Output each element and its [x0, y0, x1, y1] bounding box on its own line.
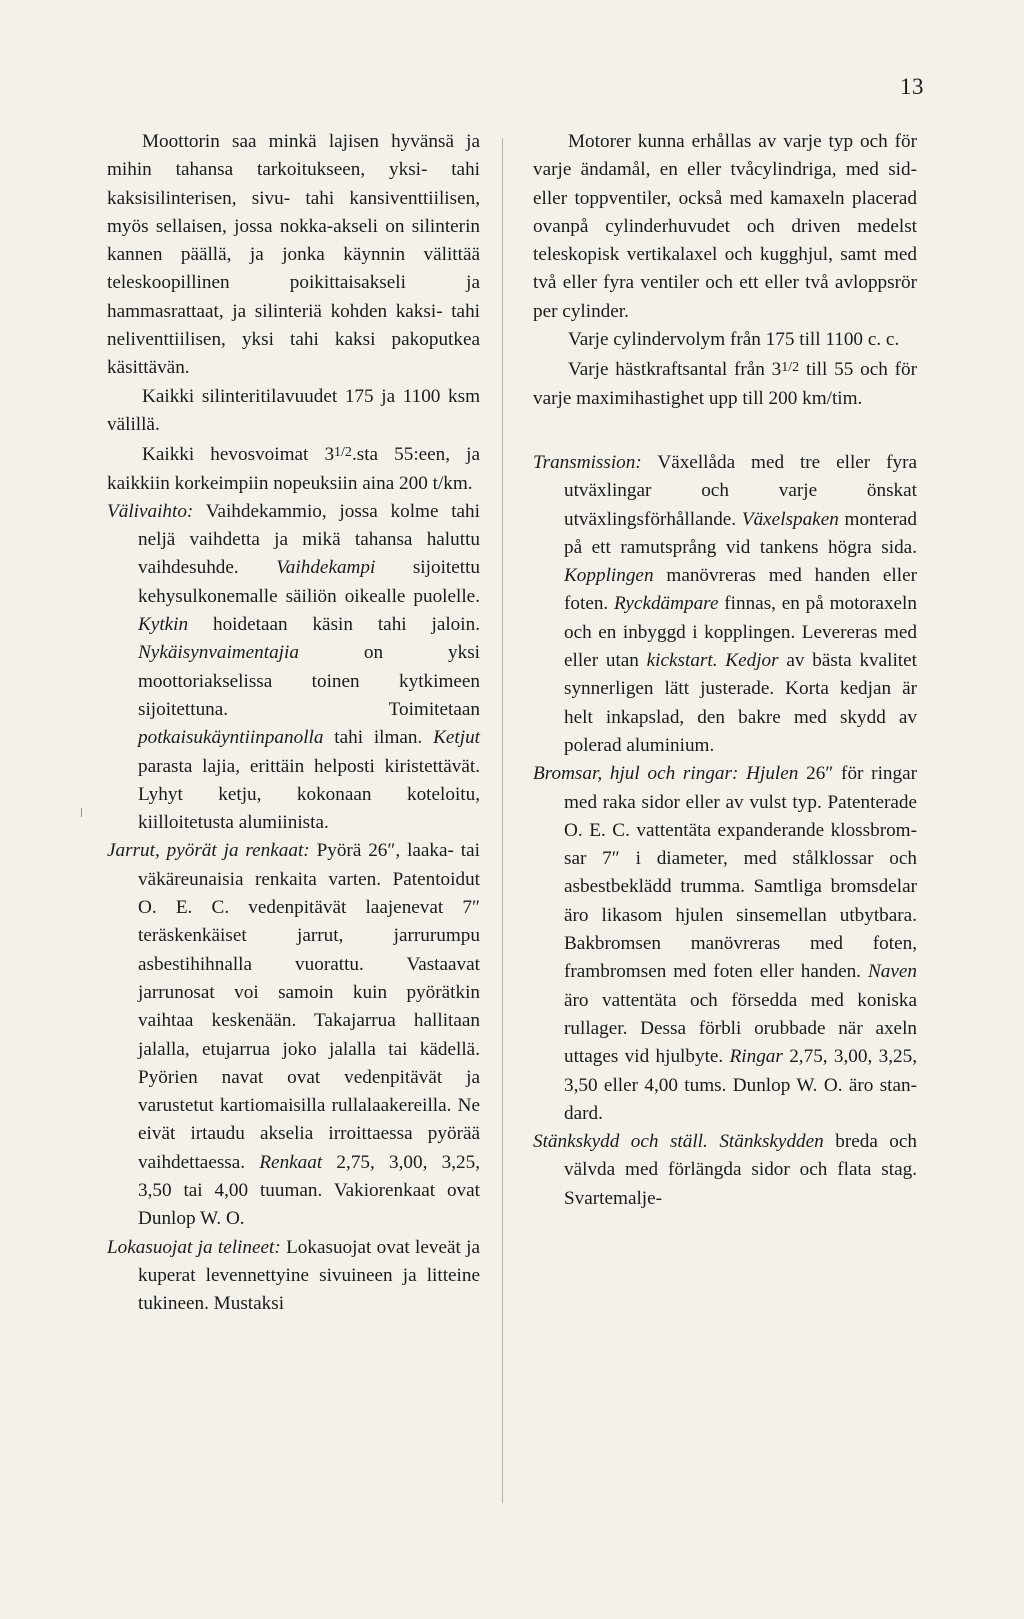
sv-horsepower: [533, 354, 917, 413]
sv-fenders-heading: Stänkskydd och ställ.: [533, 1131, 708, 1153]
sv-spacer: [533, 413, 917, 449]
sv-intro: Motorer kunna erhållas av varje typ och för varje ändamål, en eller tvåcylindriga, med sid- eller toppventiler, också med kamaxeln placerad ovanpå cylinderhuvudet och driven medelst teleskopisk vertikalaxel och kugghjul, samt med två eller fyra ventiler och ett eller två avloppsrör per cylinder.: [533, 131, 917, 322]
sv-term: Stänkskydden: [719, 1131, 824, 1153]
sv-text: av bästa kvalitet synnerligen lätt justerade. Korta kedjan är helt inkapslad, den bakre med skydd av polerad aluminium.: [564, 650, 917, 756]
sv-brakes-heading: Bromsar, hjul och ringar:: [533, 763, 739, 785]
sv-fenders: [533, 1128, 917, 1213]
sv-term: Hjulen: [746, 763, 799, 785]
fi-text: 2,75, 3,00, 3,25, 3,50 tai 4,00 tuuman. Vakiorenkaat ovat Dunlop W. O.: [138, 1151, 481, 1230]
fi-hp-text-2: .sta 55:een, ja kaikkiin korkeimpiin nopeuksiin aina 200 t/km.: [107, 444, 481, 494]
sv-brakes: [533, 760, 917, 1128]
sv-text: manövreras med handen eller foten.: [564, 565, 917, 615]
swedish-column: [533, 128, 917, 1213]
sv-text: finnas, en på motoraxeln och en inbyggd i kopplingen. Levereras med eller utan: [564, 593, 917, 672]
sv-hp-text: Varje hästkraftsantal från 3: [568, 359, 782, 381]
fi-brakes: [107, 837, 480, 1233]
fi-hp-text: Kaikki hevosvoimat 3: [142, 444, 335, 466]
sv-text: breda och välvda med förlängda sidor och flata stag. Svartemalje-: [564, 1131, 918, 1209]
fi-term: Kytkin: [138, 614, 189, 636]
finnish-column: [107, 128, 480, 1318]
fi-text: Pyörä 26″, laaka- tai väkäreunaisia renkaita varten. Patentoidut O. E. C. vedenpitävät laajenevat 7″ teräskenkäiset jarrut, jarrurumpu asbestihihnalla vuorattu. Vastaavat jarrunosat voi samoin kuin pyörätkin vaihtaa keskenään. Takajarrua hallitaan jalalla, etujarrua joko jalalla tai kädellä. Pyörien navat ovat vedenpitävät ja varustetut kartiomaisilla rullalaakereilla. Ne eivät irtaudu akselia irroittaessa pyörää vaihdettaessa.: [138, 840, 480, 1173]
fi-text: tahi ilman.: [323, 727, 434, 749]
fi-horsepower: [107, 439, 480, 498]
fi-text: hoidetaan käsin tahi jaloin.: [188, 614, 480, 636]
sv-term: Kopplingen: [564, 565, 654, 587]
page-number: 13: [900, 74, 924, 99]
sv-text: Växellåda med tre eller fyra utväxlingar och varje önskat utväxlingsförhållande.: [564, 451, 917, 530]
fi-text: Vaihdekammio, jossa kolme tahi neljä vaihdetta ja mikä tahansa haluttu vaihdesuhde.: [138, 500, 480, 579]
sv-text: äro vattentäta och försedda med koniska rullager. Dessa förbli orubbade när axeln uttages vid hjulbyte.: [564, 989, 917, 1068]
sv-hp-text-2: till 55 och för varje maximihastighet upp till 200 km/tim.: [533, 359, 917, 409]
fi-transmission: [107, 498, 480, 838]
fi-hp-fraction: 1/2: [334, 445, 352, 461]
sv-term: Växelspaken: [741, 508, 839, 530]
fi-intro: Moottorin saa minkä lajisen hyvänsä ja mihin tahansa tarkoitukseen, yksi- tahi kaksisilinterisen, sivu- tahi kansiventtiilisen, myös sellaisen, jossa nokka-akseli on silinterin kannen päällä, ja jonka käynnin välittää teleskoopillinen poikittaisakseli ja hammasrattaat, ja silinteriä kohden kaksi- tahi neliventtiilisen, yksi tahi kaksi pakoputkea käsittävän.: [107, 131, 480, 379]
fi-term: Renkaat: [259, 1151, 323, 1173]
fi-term: Nykäisynvaimentajia: [138, 642, 299, 664]
fi-term: potkaisukäyntiinpanolla: [138, 727, 324, 749]
fi-fenders-heading: Lokasuojat ja telineet:: [107, 1236, 281, 1258]
fi-fenders: [107, 1234, 480, 1319]
sv-text: monterad på ett ramutsprång vid tankens högra sida.: [564, 508, 917, 558]
fi-text: parasta lajia, erittäin helposti kiristettävät. Lyhyt ketju, kokonaan koteloitu, kiilloitetusta alumiinista.: [138, 755, 480, 834]
fi-term: Vaihdekampi: [276, 557, 376, 579]
sv-term: Naven: [867, 961, 917, 983]
fi-text: sijoitettu kehysulkonemalle säiliön oikealle puolelle.: [138, 557, 480, 607]
sv-transmission-heading: Transmission:: [533, 451, 642, 473]
fi-transmission-heading: Välivaihto:: [107, 500, 194, 522]
sv-term: Kedjor: [725, 650, 779, 672]
column-divider: [502, 138, 503, 1503]
fi-term: Ketjut: [433, 727, 480, 749]
sv-term: Ryckdämpare: [614, 593, 719, 615]
sv-term: Ringar: [729, 1046, 783, 1068]
sv-hp-fraction: 1/2: [781, 360, 800, 376]
fi-volumes: Kaikki silinteritilavuudet 175 ja 1100 ksm välillä.: [107, 385, 480, 435]
sv-text: 2,75, 3,00, 3,25, 3,50 eller 4,00 tums. Dunlop W. O. äro standard.: [564, 1046, 918, 1124]
sv-volumes: Varje cylindervolym från 175 till 1100 c. c.: [568, 329, 900, 351]
fi-brakes-heading: Jarrut, pyörät ja renkaat:: [107, 840, 310, 862]
sv-text: 26″ för ringar med raka sidor eller av vulst typ. Patenterade O. E. C. vattentäta expanderande klossbromsar 7″ i diameter, med stålklossar och asbestbeklädd trumma. Samtliga bromsdelar äro likasom hjulen sinsemellan utbytbara. Bakbromsen manövreras med foten, frambromsen med foten eller handen.: [564, 763, 917, 983]
sv-term: kickstart.: [646, 650, 718, 672]
sv-transmission: [533, 449, 917, 760]
fi-text: Lokasuojat ovat leveät ja kuperat levennettyine sivuineen ja litteine tukineen. Mustaksi: [138, 1236, 480, 1315]
scan-speck: [81, 808, 82, 817]
fi-text: on yksi moottoriakselissa toinen kytkimeen sijoitettuna. Toimitetaan: [138, 642, 480, 720]
